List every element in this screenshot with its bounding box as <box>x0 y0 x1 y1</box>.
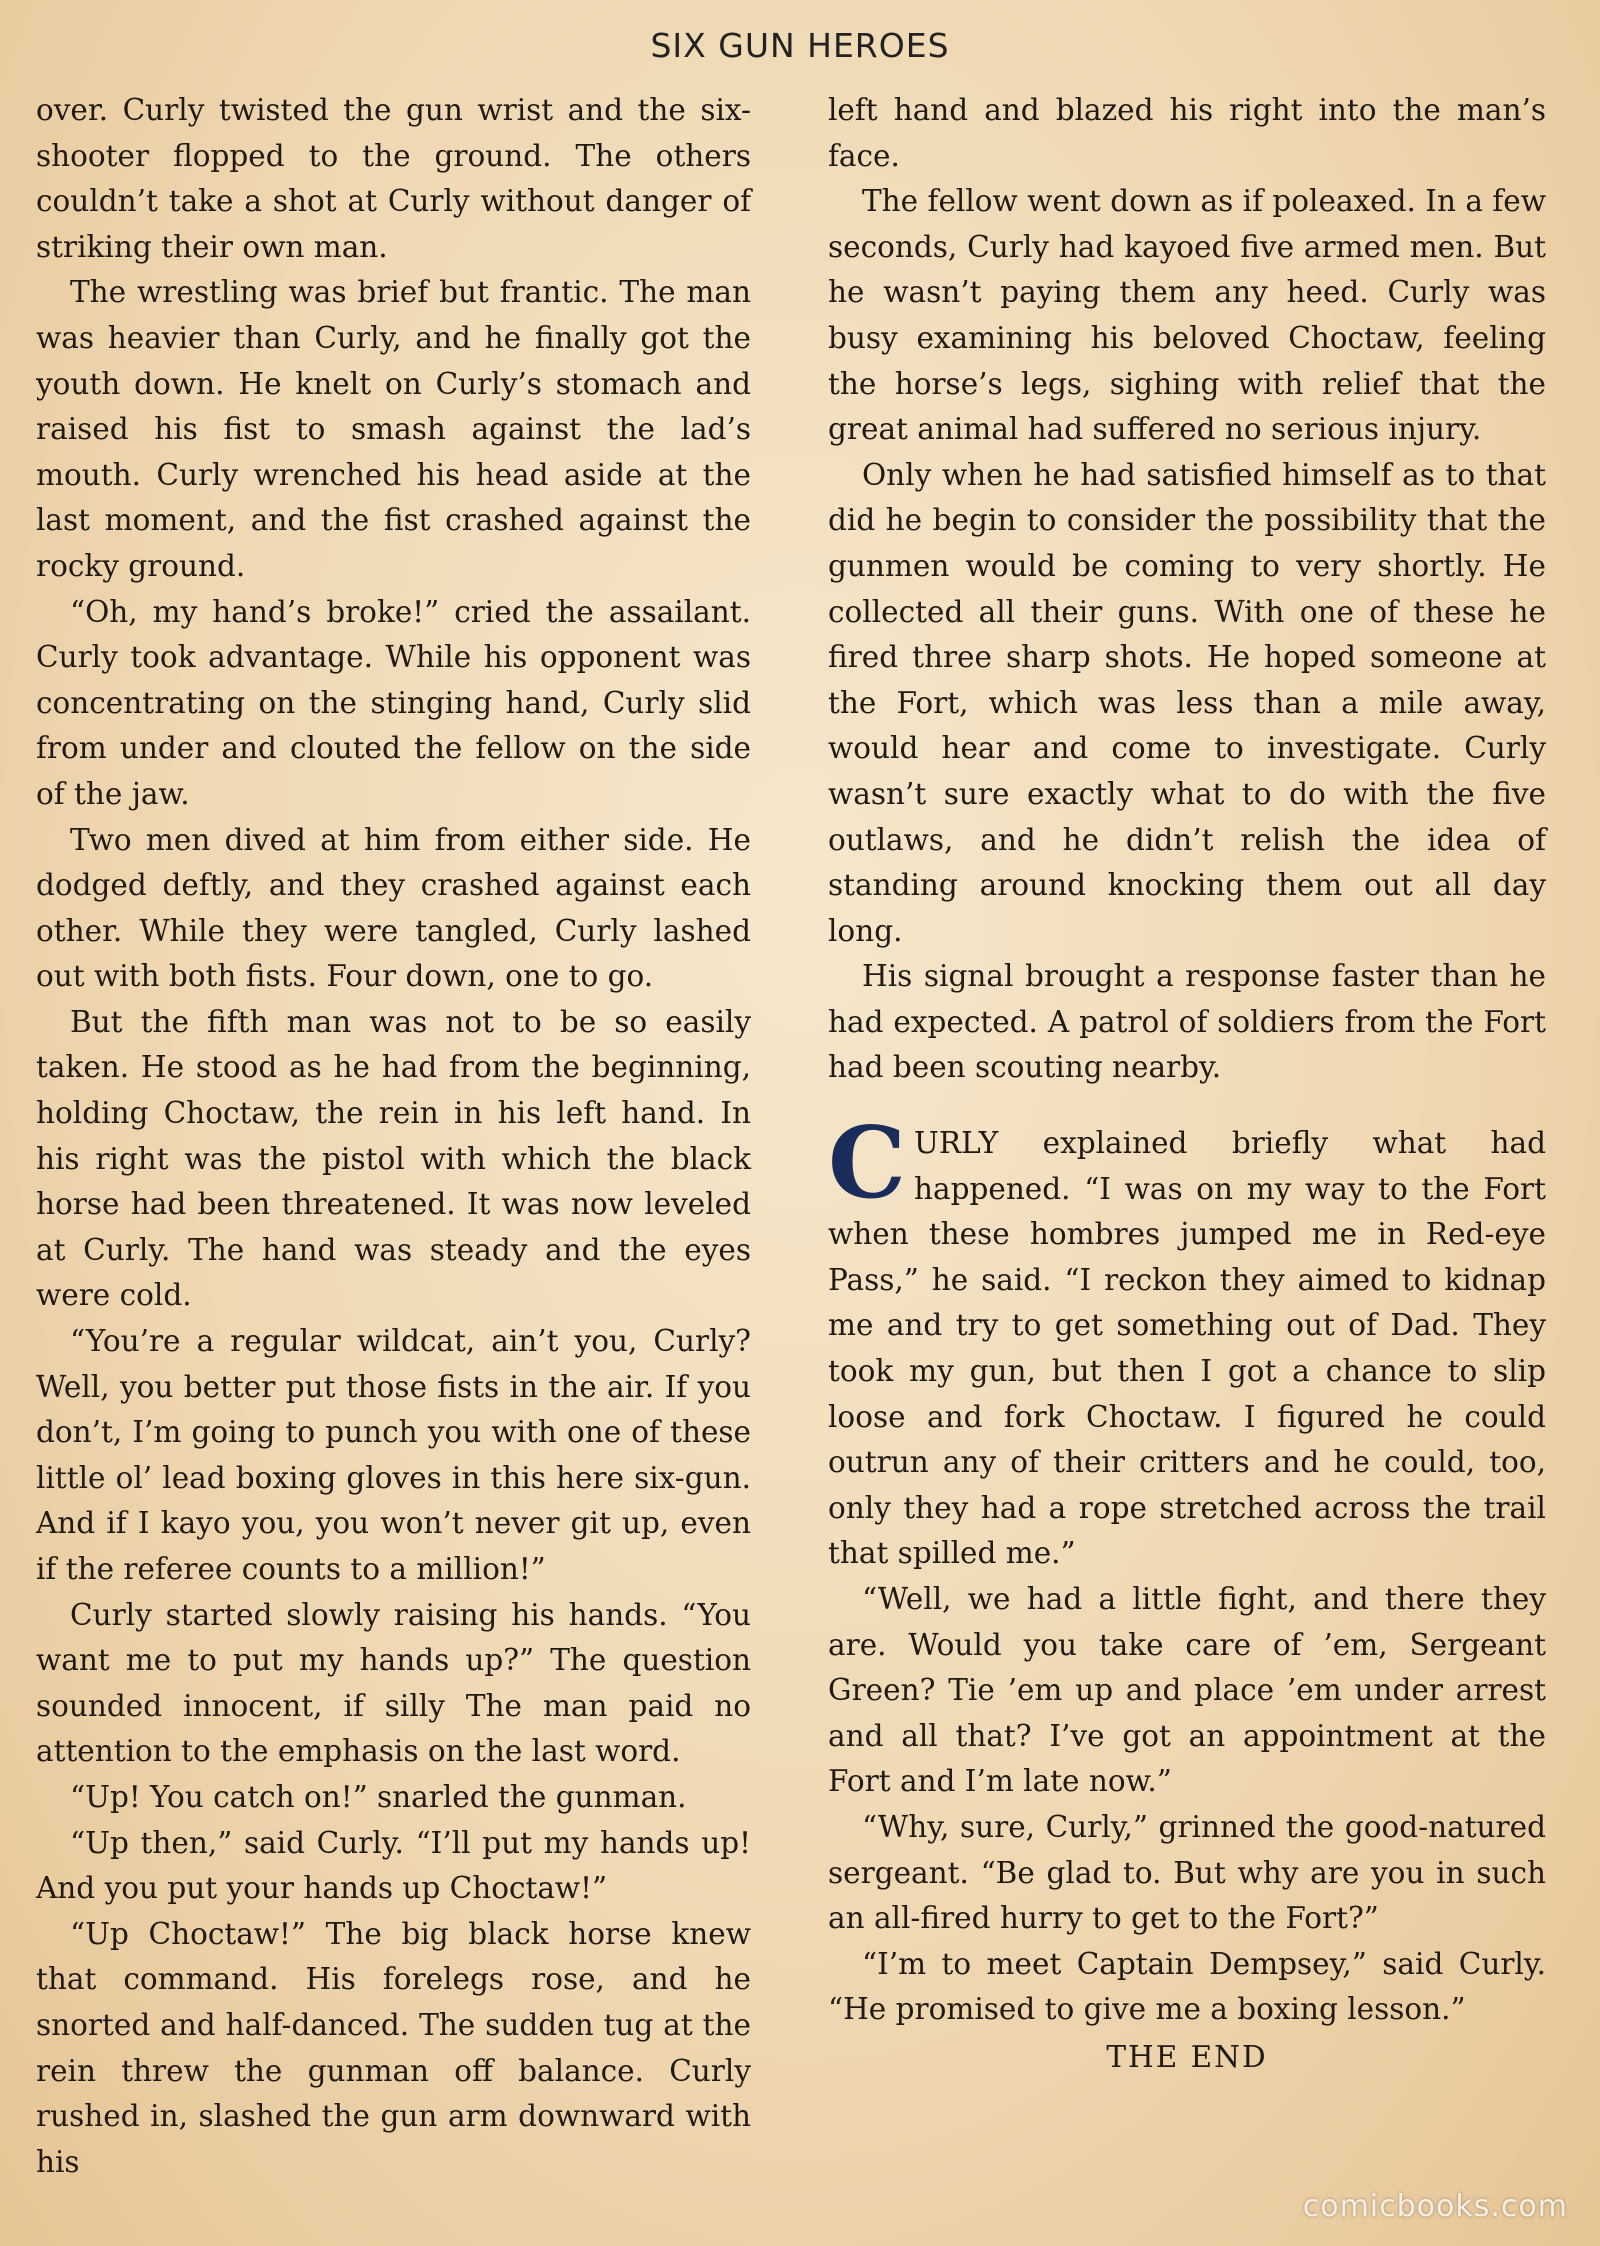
the-end-label: THE END <box>1106 2039 1268 2074</box>
page-title: SIX GUN HEROES <box>650 26 950 65</box>
paragraph: Only when he had satisfied himself as to that did he begin to consider the possibility that the gunmen would be coming to very shortly. He collected all their guns. With one of these he fired three sharp shots. He hoped someone at the Fort, which was less than a mile away, would hear and come to investigate. Curly wasn’t sure exactly what to do with the five outlaws, and he didn’t relish the idea of standing around knocking them out all day long. <box>828 457 1546 948</box>
paragraph: The fellow went down as if poleaxed. In a few seconds, Curly had kayoed five armed men. But he wasn’t paying them any heed. Curly was busy examining his beloved Choctaw, feeling the horse’s legs, sighing with relief that the great animal had suffered no serious injury. <box>828 184 1546 447</box>
watermark: comicbooks.com <box>1302 2189 1568 2224</box>
dropcap-paragraph <box>828 1106 1546 1577</box>
paragraph: “Oh, my hand’s broke!” cried the assailant. Curly took advantage. While his opponent was concentrating on the stinging hand, Curly slid from under and clouted the fellow on the side of the jaw. <box>36 594 751 811</box>
paragraph: Two men dived at him from either side. He dodged deftly, and they crashed against each other. While they were tangled, Curly lashed out with both fists. Four down, one to go. <box>36 822 751 994</box>
paragraph: left hand and blazed his right into the man’s face. <box>828 93 1546 173</box>
paragraph: “Up! You catch on!” snarled the gunman. <box>70 1779 687 1814</box>
dropcap-paragraph-text: URLY explained briefly what had happened. “I was on my way to the Fort when these hombres jumped me in Red-eye Pass,” he said. “I reckon they aimed to kidnap me and try to get something out of Dad. They took my gun, but then I got a chance to slip loose and fork Choctaw. I figured he could outrun any of their critters and he could, too, only they had a rope stretched across the trail that spilled me.” <box>828 1126 1546 1571</box>
paragraph: “I’m to meet Captain Dempsey,” said Curly. “He promised to give me a boxing lesson.” <box>828 1946 1546 2027</box>
paragraph: “Up then,” said Curly. “I’ll put my hands up! And you put your hands up Choctaw!” <box>36 1825 751 1906</box>
paragraph: But the fifth man was not to be so easily taken. He stood as he had from the beginning, holding Choctaw, the rein in his left hand. In his right was the pistol with which the black horse had been threatened. It was now leveled at Curly. The hand was steady and the eyes were cold. <box>36 1004 751 1313</box>
paragraph: “Well, we had a little fight, and there they are. Would you take care of ’em, Sergeant Green? Tie ’em up and place ’em under arrest and all that? I’ve got an appointment at the Fort and I’m late now.” <box>828 1582 1546 1799</box>
paragraph: over. Curly twisted the gun wrist and the six-shooter flopped to the ground. The others couldn’t take a shot at Curly without danger of striking their own man. <box>36 93 751 264</box>
drop-cap-letter: C <box>828 1106 906 1222</box>
paragraph: “You’re a regular wildcat, ain’t you, Curly? Well, you better put those fists in the air. If you don’t, I’m going to punch you with one of these little ol’ lead boxing gloves in this here six-gun. And if I kayo you, you won’t never git up, even if the referee counts to a million!” <box>36 1324 751 1586</box>
paragraph: “Why, sure, Curly,” grinned the good-natured sergeant. “Be glad to. But why are you in such an all-fired hurry to get to the Fort?” <box>828 1809 1546 1936</box>
right-column <box>828 88 1546 2081</box>
paragraph: The wrestling was brief but frantic. The man was heavier than Curly, and he finally got the youth down. He knelt on Curly’s stomach and raised his fist to smash against the lad’s mouth. Curly wrenched his head aside at the last moment, and the fist crashed against the rocky ground. <box>36 275 751 583</box>
paragraph: “Up Choctaw!” The big black horse knew that command. His forelegs rose, and he snorted and half-danced. The sudden tug at the rein threw the gunman off balance. Curly rushed in, slashed the gun arm downward with his <box>36 1916 751 2179</box>
paragraph: His signal brought a response faster than he had expected. A patrol of soldiers from the Fort had been scouting nearby. <box>828 959 1546 1085</box>
left-column <box>36 88 751 2185</box>
paragraph: Curly started slowly raising his hands. “You want me to put my hands up?” The question sounded innocent, if silly The man paid no attention to the emphasis on the last word. <box>36 1597 751 1769</box>
